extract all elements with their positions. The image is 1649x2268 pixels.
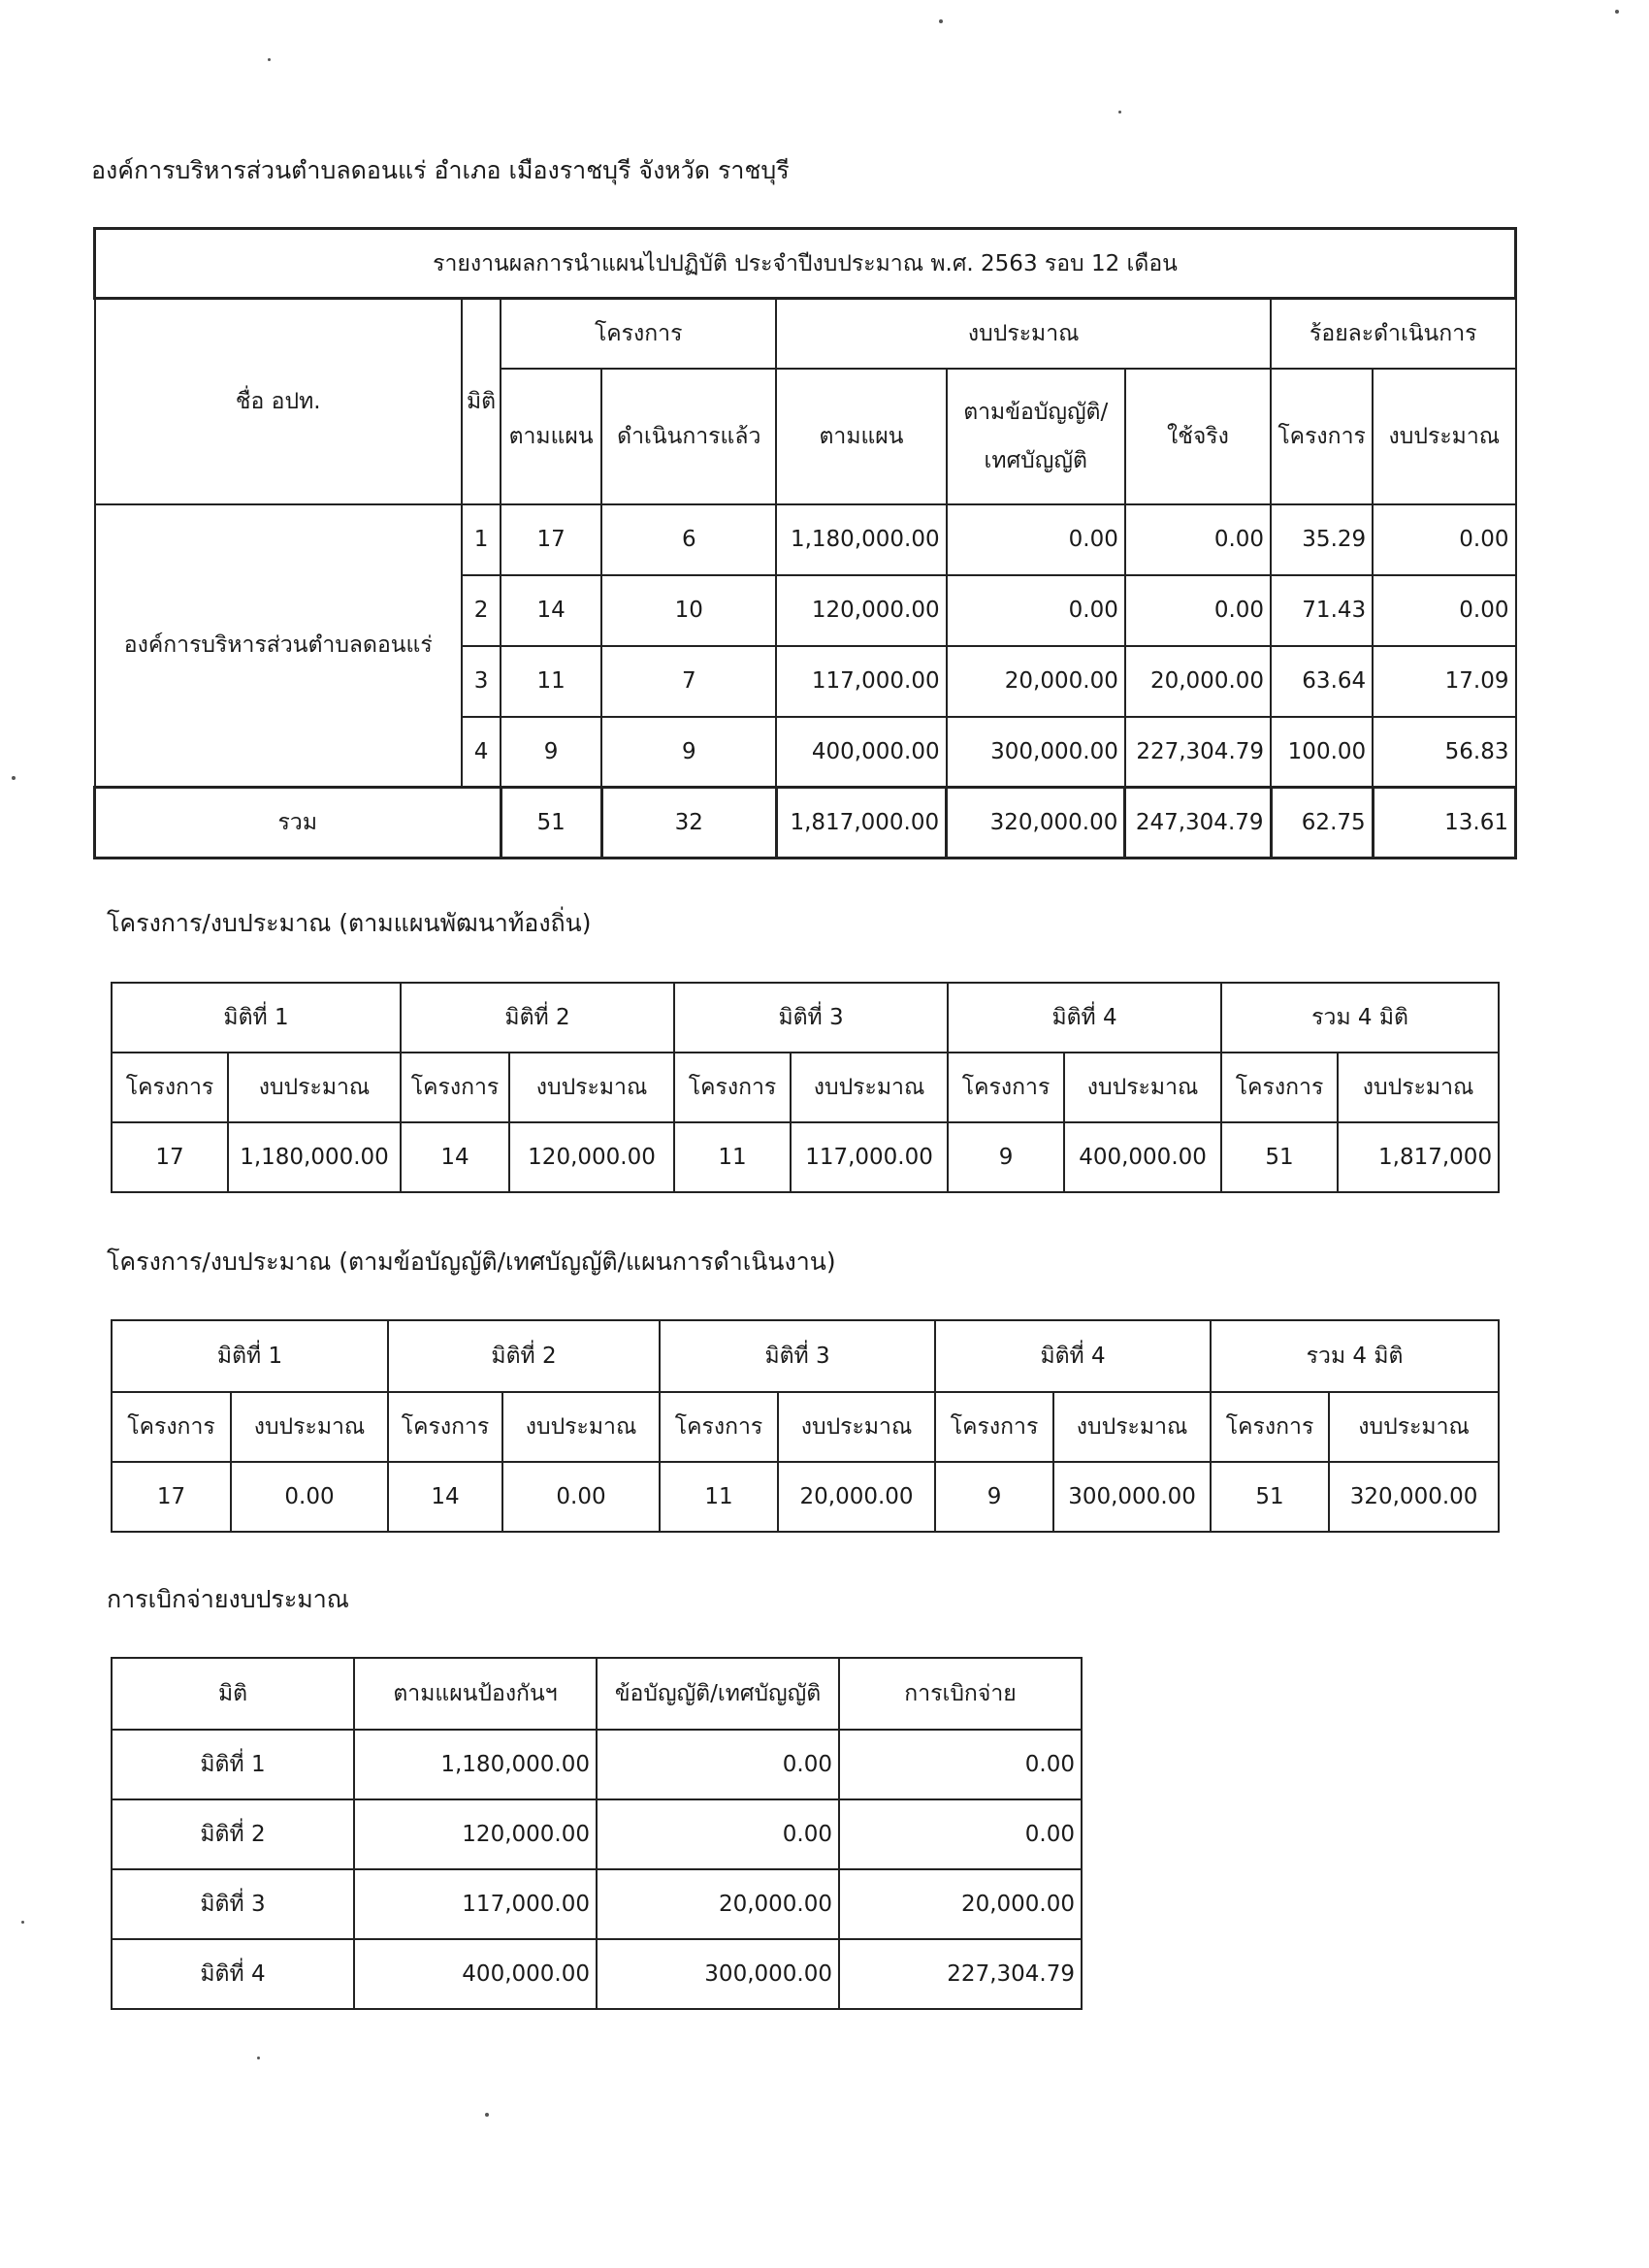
ordinance-table [111, 1319, 1500, 1533]
group-dim-4: มิติที่ 4 [948, 983, 1221, 1053]
value-budget: 1,180,000.00 [228, 1122, 401, 1192]
scan-speck [268, 58, 271, 61]
table-row [112, 1939, 1082, 2009]
plan-cell: 120,000.00 [354, 1799, 597, 1869]
sub-header-budget: งบประมาณ [228, 1053, 401, 1122]
sub-header-project: โครงการ [112, 1053, 228, 1122]
total-actual: 247,304.79 [1125, 788, 1271, 859]
total-done: 32 [601, 788, 776, 859]
org-header: องค์การบริหารส่วนตำบลดอนแร่ อำเภอ เมืองราชบุรี จังหวัด ราชบุรี [91, 156, 790, 184]
budget-law-cell: 0.00 [947, 504, 1125, 575]
group-dim-2: มิติที่ 2 [401, 983, 674, 1053]
table-row [112, 1730, 1082, 1799]
actual-cell: 20,000.00 [1125, 646, 1271, 717]
paid-cell: 0.00 [839, 1799, 1082, 1869]
table-row [112, 1462, 1499, 1532]
value-project: 17 [112, 1122, 228, 1192]
col-header-paid: การเบิกจ่าย [839, 1658, 1082, 1730]
pct-project-cell: 63.64 [1271, 646, 1373, 717]
value-project: 14 [388, 1462, 502, 1532]
col-header-dimension: มิติ [112, 1658, 354, 1730]
sub-header-budget: งบประมาณ [509, 1053, 674, 1122]
table-row [112, 1799, 1082, 1869]
value-budget: 1,817,000 [1338, 1122, 1499, 1192]
pct-budget-cell: 0.00 [1373, 575, 1515, 646]
law-cell: 0.00 [597, 1799, 839, 1869]
paid-cell: 227,304.79 [839, 1939, 1082, 2009]
sub-header-project: โครงการ [388, 1392, 502, 1462]
scan-speck [485, 2113, 489, 2117]
group-header-project: โครงการ [501, 299, 776, 369]
sub-header-pct-project: โครงการ [1271, 369, 1373, 504]
scan-speck [12, 776, 16, 780]
value-budget: 0.00 [231, 1462, 388, 1532]
value-budget: 20,000.00 [778, 1462, 935, 1532]
pct-project-cell: 35.29 [1271, 504, 1373, 575]
dim-cell: มิติที่ 3 [112, 1869, 354, 1939]
group-header-percent: ร้อยละดำเนินการ [1271, 299, 1515, 369]
pct-project-cell: 100.00 [1271, 717, 1373, 788]
law-cell: 300,000.00 [597, 1939, 839, 2009]
law-cell: 0.00 [597, 1730, 839, 1799]
scan-speck [257, 2057, 260, 2059]
dim-cell: มิติที่ 2 [112, 1799, 354, 1869]
group-dim-4: มิติที่ 4 [935, 1320, 1211, 1392]
value-budget: 117,000.00 [791, 1122, 948, 1192]
plan-cell: 17 [501, 504, 601, 575]
paid-cell: 20,000.00 [839, 1869, 1082, 1939]
sub-header-project: โครงการ [1211, 1392, 1329, 1462]
group-dim-1: มิติที่ 1 [112, 1320, 388, 1392]
col-header-org-name: ชื่อ อปท. [95, 299, 462, 504]
value-project: 11 [660, 1462, 778, 1532]
sub-header-budget: งบประมาณ [1329, 1392, 1499, 1462]
sub-header-budget: งบประมาณ [778, 1392, 935, 1462]
total-label: รวม [95, 788, 501, 859]
sub-header-project-plan: ตามแผน [501, 369, 601, 504]
group-dim-3: มิติที่ 3 [660, 1320, 935, 1392]
sub-header-project: โครงการ [948, 1053, 1064, 1122]
section-heading-local-plan: โครงการ/งบประมาณ (ตามแผนพัฒนาท้องถิ่น) [107, 909, 592, 937]
sub-header-project: โครงการ [1221, 1053, 1338, 1122]
total-pct-budget: 13.61 [1373, 788, 1515, 859]
pct-budget-cell: 56.83 [1373, 717, 1515, 788]
actual-cell: 0.00 [1125, 575, 1271, 646]
value-project: 17 [112, 1462, 231, 1532]
sub-header-project: โครงการ [112, 1392, 231, 1462]
col-header-law: ข้อบัญญัติ/เทศบัญญัติ [597, 1658, 839, 1730]
value-budget: 300,000.00 [1053, 1462, 1211, 1532]
sub-header-budget-law [947, 369, 1125, 504]
group-dim-3: มิติที่ 3 [674, 983, 948, 1053]
dim-cell: มิติที่ 4 [112, 1939, 354, 2009]
actual-cell: 0.00 [1125, 504, 1271, 575]
sub-header-project-done: ดำเนินการแล้ว [601, 369, 776, 504]
implementation-report-table [93, 227, 1517, 859]
disbursement-table [111, 1657, 1083, 2010]
law-cell: 20,000.00 [597, 1869, 839, 1939]
value-project: 14 [401, 1122, 509, 1192]
value-budget: 0.00 [502, 1462, 660, 1532]
plan-cell: 11 [501, 646, 601, 717]
sub-header-budget: งบประมาณ [791, 1053, 948, 1122]
org-name-cell: องค์การบริหารส่วนตำบลดอนแร่ [95, 504, 462, 788]
value-project: 11 [674, 1122, 791, 1192]
section-heading-disbursement: การเบิกจ่ายงบประมาณ [107, 1585, 349, 1613]
actual-cell: 227,304.79 [1125, 717, 1271, 788]
value-project: 51 [1221, 1122, 1338, 1192]
total-pct-project: 62.75 [1271, 788, 1373, 859]
table-row [112, 1122, 1499, 1192]
dim-cell: 3 [462, 646, 501, 717]
sub-header-budget-law-line1: ตามข้อบัญญัติ/ [963, 399, 1109, 425]
paid-cell: 0.00 [839, 1730, 1082, 1799]
group-total: รวม 4 มิติ [1211, 1320, 1499, 1392]
value-project: 9 [948, 1122, 1064, 1192]
report-title: รายงานผลการนำแผนไปปฏิบัติ ประจำปีงบประมาณ พ.ศ. 2563 รอบ 12 เดือน [95, 229, 1516, 299]
pct-budget-cell: 17.09 [1373, 646, 1515, 717]
sub-header-project: โครงการ [674, 1053, 791, 1122]
dim-cell: 2 [462, 575, 501, 646]
table-row [95, 504, 1516, 575]
budget-law-cell: 0.00 [947, 575, 1125, 646]
value-project: 9 [935, 1462, 1053, 1532]
sub-header-project: โครงการ [660, 1392, 778, 1462]
scan-speck [939, 19, 943, 23]
group-header-budget: งบประมาณ [776, 299, 1271, 369]
sub-header-budget: งบประมาณ [502, 1392, 660, 1462]
local-plan-table [111, 982, 1500, 1193]
plan-cell: 14 [501, 575, 601, 646]
scan-speck [1118, 111, 1121, 113]
sub-header-budget: งบประมาณ [231, 1392, 388, 1462]
scan-speck [1615, 10, 1619, 14]
sub-header-actual: ใช้จริง [1125, 369, 1271, 504]
done-cell: 7 [601, 646, 776, 717]
group-total: รวม 4 มิติ [1221, 983, 1499, 1053]
budget-plan-cell: 400,000.00 [776, 717, 946, 788]
value-budget: 400,000.00 [1064, 1122, 1221, 1192]
budget-plan-cell: 117,000.00 [776, 646, 946, 717]
group-dim-1: มิติที่ 1 [112, 983, 401, 1053]
budget-plan-cell: 1,180,000.00 [776, 504, 946, 575]
budget-plan-cell: 120,000.00 [776, 575, 946, 646]
value-project: 51 [1211, 1462, 1329, 1532]
plan-cell: 9 [501, 717, 601, 788]
plan-cell: 400,000.00 [354, 1939, 597, 2009]
dim-cell: มิติที่ 1 [112, 1730, 354, 1799]
dim-cell: 1 [462, 504, 501, 575]
value-budget: 120,000.00 [509, 1122, 674, 1192]
total-plan: 51 [501, 788, 601, 859]
total-budget-plan: 1,817,000.00 [776, 788, 946, 859]
sub-header-pct-budget: งบประมาณ [1373, 369, 1515, 504]
sub-header-budget: งบประมาณ [1338, 1053, 1499, 1122]
done-cell: 9 [601, 717, 776, 788]
dim-cell: 4 [462, 717, 501, 788]
sub-header-project: โครงการ [401, 1053, 509, 1122]
plan-cell: 1,180,000.00 [354, 1730, 597, 1799]
pct-budget-cell: 0.00 [1373, 504, 1515, 575]
section-heading-ordinance: โครงการ/งบประมาณ (ตามข้อบัญญัติ/เทศบัญญัติ/แผนการดำเนินงาน) [107, 1247, 836, 1276]
col-header-plan: ตามแผนป้องกันฯ [354, 1658, 597, 1730]
pct-project-cell: 71.43 [1271, 575, 1373, 646]
budget-law-cell: 300,000.00 [947, 717, 1125, 788]
budget-law-cell: 20,000.00 [947, 646, 1125, 717]
sub-header-budget: งบประมาณ [1064, 1053, 1221, 1122]
done-cell: 10 [601, 575, 776, 646]
sub-header-budget-law-line2: เทศบัญญัติ [984, 447, 1087, 473]
table-row [112, 1869, 1082, 1939]
total-row [95, 788, 1516, 859]
sub-header-project: โครงการ [935, 1392, 1053, 1462]
scan-speck [21, 1921, 24, 1924]
plan-cell: 117,000.00 [354, 1869, 597, 1939]
group-dim-2: มิติที่ 2 [388, 1320, 660, 1392]
value-budget: 320,000.00 [1329, 1462, 1499, 1532]
col-header-dimension: มิติ [462, 299, 501, 504]
sub-header-budget-plan: ตามแผน [776, 369, 946, 504]
total-budget-law: 320,000.00 [947, 788, 1125, 859]
sub-header-budget: งบประมาณ [1053, 1392, 1211, 1462]
done-cell: 6 [601, 504, 776, 575]
